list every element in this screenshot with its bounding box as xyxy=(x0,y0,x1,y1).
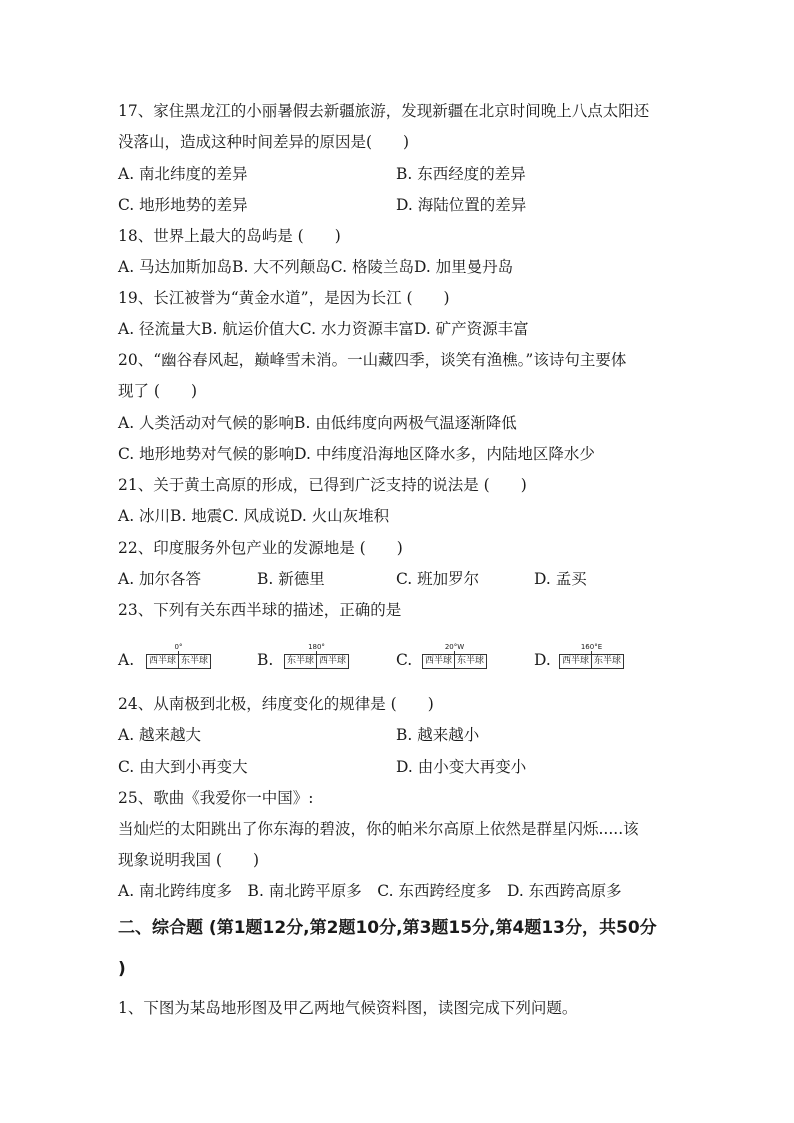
q21-options: A. 冰川B. 地震C. 风成说D. 火山灰堆积 xyxy=(118,507,390,525)
q25-lyric-line: 当灿烂的太阳跳出了你东海的碧波，你的帕米尔高原上依然是群星闪烁.....该 xyxy=(118,820,639,838)
q23-option-b-right-label: 西半球 xyxy=(316,655,348,668)
q23-option-a-right-label: 东半球 xyxy=(178,655,210,668)
q18-stem: 18、世界上最大的岛屿是 ( ) xyxy=(118,227,341,245)
q24-option-d: D. 由小变大再变小 xyxy=(396,758,527,776)
q19-options: A. 径流量大B. 航运价值大C. 水力资源丰富D. 矿产资源丰富 xyxy=(118,320,529,338)
q23-option-d-letter: D. xyxy=(534,651,551,669)
q24-option-c: C. 由大到小再变大 xyxy=(118,758,248,776)
q23-option-d-degree: 160°E xyxy=(580,643,603,651)
q23-option-c-letter: C. xyxy=(396,651,413,669)
q23-option-b-degree: 180° xyxy=(308,643,325,651)
q19-stem: 19、长江被誉为“黄金水道”，是因为长江 ( ) xyxy=(118,289,450,307)
section2-title: 二、综合题 (第1题12分,第2题10分,第3题15分,第4题13分，共50分 xyxy=(118,918,657,938)
q22-option-a: A. 加尔各答 xyxy=(118,570,202,588)
q23-option-a-bar xyxy=(146,654,211,669)
q23-option-b-left-label: 东半球 xyxy=(287,656,315,666)
q22-option-b: B. 新德里 xyxy=(257,570,325,588)
q23-option-d-bar xyxy=(559,654,624,669)
q24-stem: 24、从南极到北极，纬度变化的规律是 ( ) xyxy=(118,695,434,713)
q22-stem: 22、印度服务外包产业的发源地是 ( ) xyxy=(118,539,403,557)
section2-q1-stem: 1、下图为某岛地形图及甲乙两地气候资料图，读图完成下列问题。 xyxy=(118,999,578,1017)
q25-options: A. 南北跨纬度多 B. 南北跨平原多 C. 东西跨经度多 D. 东西跨高原多 xyxy=(118,882,622,900)
q21-stem: 21、关于黄土高原的形成，已得到广泛支持的说法是 ( ) xyxy=(118,476,527,494)
q23-option-a-left-label: 西半球 xyxy=(149,656,177,666)
q20-stem-line2: 现了 ( ) xyxy=(118,382,198,400)
q22-option-d: D. 孟买 xyxy=(534,570,587,588)
q20-options-ab: A. 人类活动对气候的影响B. 由低纬度向两极气温逐渐降低 xyxy=(118,414,517,432)
q18-options: A. 马达加斯加岛B. 大不列颠岛C. 格陵兰岛D. 加里曼丹岛 xyxy=(118,258,514,276)
q22-option-c: C. 班加罗尔 xyxy=(396,570,480,588)
q23-option-d-right-label: 东半球 xyxy=(591,655,623,668)
q17-stem-line1: 17、家住黑龙江的小丽暑假去新疆旅游，发现新疆在北京时间晚上八点太阳还 xyxy=(118,102,650,120)
q20-options-cd: C. 地形地势对气候的影响D. 中纬度沿海地区降水多，内陆地区降水少 xyxy=(118,445,595,463)
q25-stem-cont: 现象说明我国 ( ) xyxy=(118,851,260,869)
q23-option-d-left-label: 西半球 xyxy=(562,656,590,666)
section2-title-cont: ) xyxy=(118,959,126,979)
q24-option-a: A. 越来越大 xyxy=(118,726,202,744)
q23-option-c-degree: 20°W xyxy=(444,643,465,651)
q25-stem: 25、歌曲《我爱你一中国》: xyxy=(118,789,314,807)
q23-option-c-bar xyxy=(422,654,487,669)
q23-option-c-left-label: 西半球 xyxy=(425,656,453,666)
q17-option-d: D. 海陆位置的差异 xyxy=(396,196,527,214)
q23-option-a-degree: 0° xyxy=(174,643,183,651)
q17-option-b: B. 东西经度的差异 xyxy=(396,165,526,183)
q23-option-b-bar xyxy=(284,654,349,669)
q23-stem: 23、下列有关东西半球的描述，正确的是 xyxy=(118,601,402,619)
q24-option-b: B. 越来越小 xyxy=(396,726,480,744)
q17-option-c: C. 地形地势的差异 xyxy=(118,196,248,214)
q17-stem-line2: 没落山，造成这种时间差异的原因是( ) xyxy=(118,133,410,151)
q23-option-c-right-label: 东半球 xyxy=(454,655,486,668)
q20-stem-line1: 20、“幽谷春风起，巅峰雪未消。一山藏四季，谈笑有渔樵。”该诗句主要体 xyxy=(118,351,627,369)
q23-option-b-letter: B. xyxy=(257,651,274,669)
q17-option-a: A. 南北纬度的差异 xyxy=(118,165,248,183)
q23-option-a-letter: A. xyxy=(118,651,135,669)
